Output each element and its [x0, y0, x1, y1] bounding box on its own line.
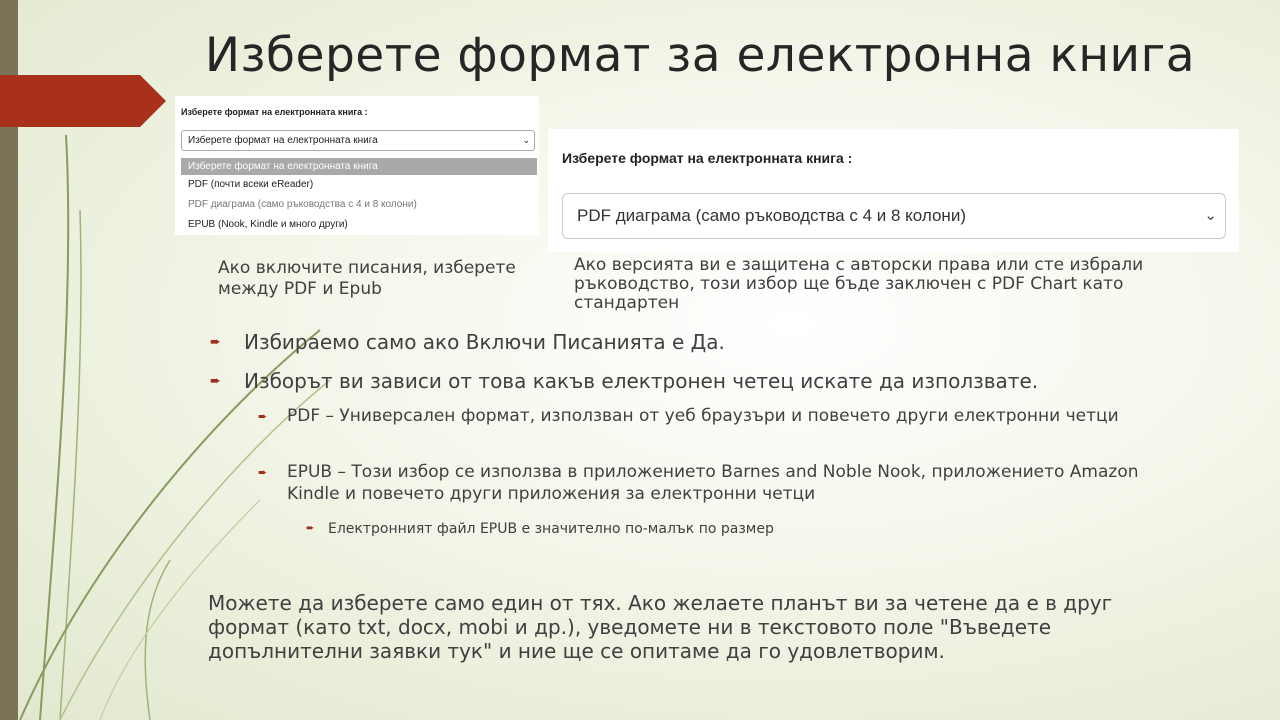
- format-options-list: [181, 158, 537, 235]
- option-placeholder[interactable]: Изберете формат на електронната книга: [181, 158, 537, 175]
- closing-paragraph: Можете да изберете само един от тях. Ако желаете планът ви за четене да е в друг формат (като txt, docx, mobi и др.), уведомете ни в текстовото поле "Въведете допълнителни заявки тук" и ние ще се опитаме да го удовлетворим.: [208, 591, 1113, 663]
- select-closed-screenshot: [548, 129, 1239, 252]
- caption-left: Ако включите писания, изберете между PDF и Epub: [218, 258, 516, 299]
- slide-title: Изберете формат за електронна книга: [204, 28, 1196, 83]
- option-pdf[interactable]: PDF (почти всеки eReader): [188, 179, 314, 190]
- dropdown-open-screenshot: [175, 96, 539, 235]
- chevron-down-icon: ⌄: [522, 135, 530, 145]
- format-label: Изберете формат на електронната книга :: [562, 150, 853, 166]
- bullet-arrow-icon: ➨: [210, 374, 221, 389]
- bullet-arrow-icon: ➨: [258, 410, 268, 423]
- chevron-down-icon: ⌄: [1204, 207, 1217, 224]
- caption-right: Ако версията ви е защитена с авторски права или сте избрали ръководство, този избор ще бъде заключен с PDF Chart като стандартен: [574, 255, 1144, 313]
- option-pdf-chart[interactable]: PDF диаграма (само ръководства с 4 и 8 колони): [188, 199, 417, 210]
- format-label: Изберете формат на електронната книга :: [181, 107, 368, 117]
- format-select-value: PDF диаграма (само ръководства с 4 и 8 колони): [577, 206, 966, 225]
- option-epub[interactable]: EPUB (Nook, Kindle и много други): [188, 219, 348, 230]
- format-select[interactable]: [562, 193, 1226, 239]
- title-arrow-shape: [0, 75, 166, 127]
- format-select[interactable]: [181, 130, 535, 151]
- bullet-arrow-icon: ➨: [258, 466, 268, 479]
- bullet-arrow-icon: ➨: [210, 335, 221, 350]
- bullet-arrow-icon: ➨: [306, 523, 315, 534]
- format-select-value: Изберете формат на електронната книга: [188, 135, 378, 146]
